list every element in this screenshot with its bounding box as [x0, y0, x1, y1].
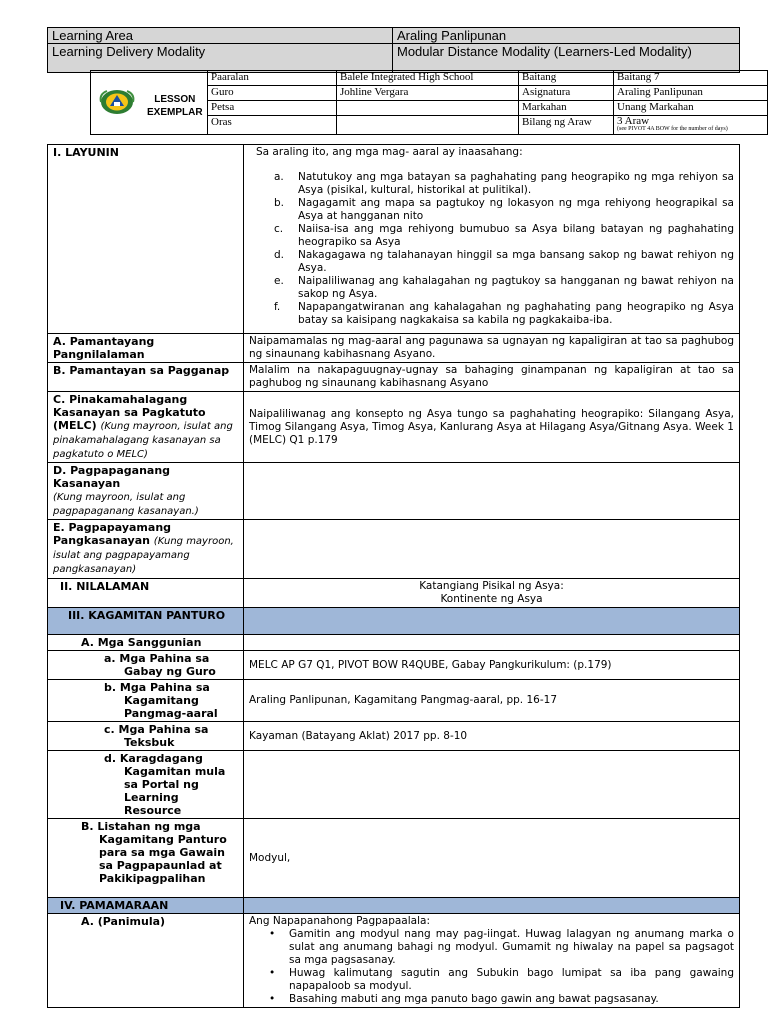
- listahan-value: Modyul,: [244, 819, 740, 898]
- pamamaraan-label: IV. PAMAMARAAN: [48, 898, 244, 914]
- pagpapaganang-label-cell: [48, 463, 244, 520]
- pagpapayamang-value: [244, 520, 740, 579]
- baitang-value: Baitang 7: [614, 71, 768, 86]
- melc-label-note: (Kung mayroon, isulat ang pinakamahalagang kasanayan sa pagkatuto o MELC): [53, 421, 233, 460]
- layunin-label: I. LAYUNIN: [48, 145, 244, 334]
- lesson-content-table: [47, 144, 740, 1008]
- pagpapaganang-label: D. Pagpapaganang Kasanayan: [53, 464, 171, 490]
- guro-value: Johline Vergara: [337, 86, 519, 101]
- markahan-label: Markahan: [519, 101, 614, 116]
- bilang-value: 3 Araw: [617, 115, 650, 127]
- bilang-note: (see PIVOT 4A BOW for the number of days): [617, 126, 728, 132]
- mag-aaral-value: Araling Panlipunan, Kagamitang Pangmag-aaral, pp. 16-17: [244, 680, 740, 722]
- pagpapaganang-note: (Kung mayroon, isulat ang pagpapaganang kasanayan.): [53, 492, 199, 517]
- mag-aaral-label: b. Mga Pahina sa Kagamitang Pangmag-aaral: [48, 680, 244, 722]
- pagpapaganang-value: [244, 463, 740, 520]
- asignatura-value: Araling Panlipunan: [614, 86, 768, 101]
- melc-value: Naipaliliwanag ang konsepto ng Asya tungo sa paghahating heograpiko: Silangang Asya, Timog Silangang Asya, Timog Asya, Kanlurang Asya at Hilagang Asya/Gitnang Asya. Week 1 (MELC) Q1 p.179: [244, 392, 740, 463]
- pagpapayamang-label-cell: [48, 520, 244, 579]
- gabay-value: MELC AP G7 Q1, PIVOT BOW R4QUBE, Gabay Pangkurikulum: (p.179): [244, 651, 740, 680]
- sanggunian-value: [244, 635, 740, 651]
- panimula-title: Ang Napapanahong Pagpapaalala:: [249, 915, 430, 927]
- paaralan-label: Paaralan: [208, 71, 337, 86]
- pamamaraan-section-cell: [244, 898, 740, 914]
- kagamitan-label: III. KAGAMITAN PANTURO: [48, 608, 244, 635]
- listahan-label: B. Listahan ng mga Kagamitang Panturo para sa mga Gawain sa Pagpapaunlad at Pakikipagpalihan: [48, 819, 244, 898]
- pamantayan-pagganap-label: B. Pamantayan sa Pagganap: [48, 363, 244, 392]
- list-item: c. Naiisa-isa ang mga rehiyong bumubuo sa Asya bilang batayan ng paghahating heograpiko sa Asya: [274, 223, 734, 248]
- layunin-intro: Sa araling ito, ang mga mag- aaral ay inaasahang:: [256, 146, 523, 158]
- nilalaman-cell: [244, 579, 740, 608]
- list-item: • Basahing mabuti ang mga panuto bago gawin ang bawat pagsasanay.: [249, 993, 734, 1006]
- baitang-label: Baitang: [519, 71, 614, 86]
- panimula-label: A. (Panimula): [48, 914, 244, 1008]
- portal-value: [244, 751, 740, 819]
- paaralan-value: Balele Integrated High School: [337, 71, 519, 86]
- list-item: • Huwag kalimutang sagutin ang Subukin bago lumipat sa iba pang gawaing napapaloob sa modyul.: [249, 967, 734, 993]
- oras-value: [337, 116, 519, 135]
- list-item: e. Naipaliliwanag ang kahalagahan ng pagtukoy sa hangganan ng bawat rehiyon na sakop ng Asya.: [274, 275, 734, 300]
- petsa-label: Petsa: [208, 101, 337, 116]
- portal-label: d. Karagdagang Kagamitan mula sa Portal ng Learning Resource: [48, 751, 244, 819]
- panimula-cell: [244, 914, 740, 1008]
- layunin-list: [256, 171, 734, 327]
- learning-area-label: Learning Area: [48, 28, 393, 44]
- lesson-exemplar-cell: [91, 71, 208, 135]
- teksbuk-label: c. Mga Pahina sa Teksbuk: [48, 722, 244, 751]
- oras-label: Oras: [208, 116, 337, 135]
- teksbuk-value: Kayaman (Batayang Aklat) 2017 pp. 8-10: [244, 722, 740, 751]
- markahan-value: Unang Markahan: [614, 101, 768, 116]
- modality-value: Modular Distance Modality (Learners-Led Modality): [393, 44, 740, 73]
- asignatura-label: Asignatura: [519, 86, 614, 101]
- deped-seal-icon: [97, 88, 137, 116]
- panimula-bullets: [249, 928, 734, 1006]
- nilalaman-label: II. NILALAMAN: [48, 579, 244, 608]
- sanggunian-label: A. Mga Sanggunian: [48, 635, 244, 651]
- learning-area-value: Araling Panlipunan: [393, 28, 740, 44]
- list-item: b. Nagagamit ang mapa sa pagtukoy ng lokasyon ng mga rehiyong heograpikal sa Asya at hangganan nito: [274, 197, 734, 222]
- list-item: a. Natutukoy ang mga batayan sa paghahating pang heograpiko ng mga rehiyon sa Asya (pisikal, kultural, historikal at pulitikal).: [274, 171, 734, 196]
- pagpapayamang-note: (Kung mayroon, isulat ang pagpapayamang pangkasanayan): [53, 536, 234, 575]
- petsa-value: [337, 101, 519, 116]
- gabay-label: a. Mga Pahina sa Gabay ng Guro: [48, 651, 244, 680]
- layunin-cell: [244, 145, 740, 334]
- modality-label: Learning Delivery Modality: [48, 44, 393, 73]
- list-item: f. Napapangatwiranan ang kahalagahan ng paghahating pang heograpiko ng Asya batay sa kaisipang nagkakaisa sa kabila ng pagkakaiba-iba.: [274, 301, 734, 326]
- bilang-cell: [614, 116, 768, 135]
- pagpapayamang-label: E. Pagpapayamang Pangkasanayan: [53, 521, 172, 547]
- pamantayan-pagganap-value: Malalim na nakapaguugnay-ugnay sa bahaging ginampanan ng kapaligiran at tao sa paghubog ng sinaunang kabihasnang Asyano: [244, 363, 740, 392]
- nilalaman-line1: Katangiang Pisikal ng Asya:: [419, 580, 564, 592]
- pamantayang-pangnilalaman-value: Naipamamalas ng mag-aaral ang pagunawa sa ugnayan ng kapaligiran at tao sa paghubog ng sinaunang kabihasnang Asyano.: [244, 334, 740, 363]
- guro-label: Guro: [208, 86, 337, 101]
- lesson-exemplar-title: LESSON EXEMPLAR: [147, 94, 203, 118]
- list-item: d. Nakagagawa ng talahanayan hinggil sa mga bansang sakop ng bawat rehiyon ng Asya.: [274, 249, 734, 274]
- pamantayang-pangnilalaman-label: A. Pamantayang Pangnilalaman: [48, 334, 244, 363]
- kagamitan-section-cell: [244, 608, 740, 635]
- bilang-label: Bilang ng Araw: [519, 116, 614, 135]
- melc-label: C. Pinakamahalagang Kasanayan sa Pagkatuto (MELC): [53, 393, 206, 432]
- melc-label-cell: [48, 392, 244, 463]
- lesson-header-table: [90, 70, 768, 135]
- list-item: • Gamitin ang modyul nang may pag-iingat. Huwag lalagyan ng anumang marka o sulat ang anumang bahagi ng modyul. Gumamit ng hiwalay na papel sa pagsagot sa mga pagsasanay.: [249, 928, 734, 967]
- nilalaman-line2: Kontinente ng Asya: [440, 593, 543, 605]
- learning-area-table: [47, 27, 740, 73]
